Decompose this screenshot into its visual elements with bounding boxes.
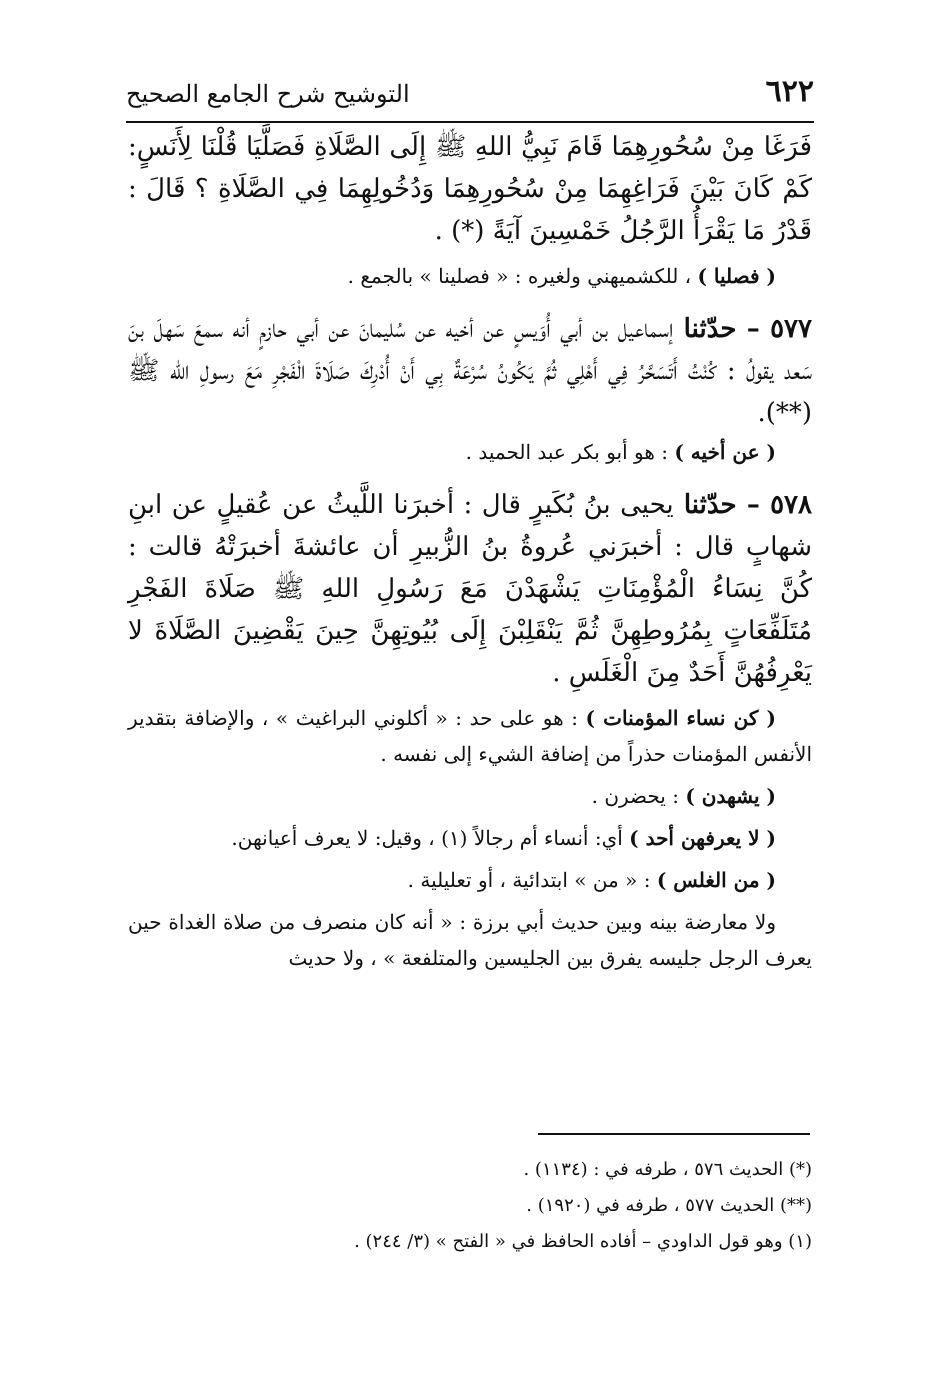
- commentary-text: : هو على حد : « أكلوني البراغيث » ، والإضافة بتقدير الأنفس المؤمنات حذراً من إضافة الشيء إلى نفسه .: [128, 706, 812, 766]
- commentary-text: : هو أبو بكر عبد الحميد .: [465, 440, 675, 464]
- commentary-la-yarifuhunna: [128, 820, 812, 856]
- header-rule: [126, 121, 814, 123]
- hadith-text: إسماعيل بن أبي أُوَيسٍ عن أخيه عن سُليمانَ عن أبي حازمٍ أنه سمعَ سَهلَ بنَ سَعد يقولُ : كُنْتُ أَتَسَحَّرُ فِي أَهْلِي ثُمَّ يَكُونُ سُرْعَةٌ بِي أَنْ أُدْرِكَ صَلَاةَ الْفَجْرِ مَعَ رسولِ الله ﷺ (**).: [128, 314, 812, 428]
- hadith-578: [128, 484, 812, 694]
- commentary-text: أي: أنساء أم رجالاً (١) ، وقيل: لا يعرف أعيانهن.: [231, 826, 630, 850]
- main-text: [128, 126, 812, 976]
- commentary-text: ، للكشميهني ولغيره : « فصلينا » بالجمع .: [347, 264, 698, 288]
- hadith-577: [128, 308, 812, 434]
- hadith-number: ٥٧٧ –: [746, 314, 812, 344]
- hadith-576-end: [128, 126, 812, 252]
- commentary-yashhadna: [128, 778, 812, 814]
- commentary-term: ( لا يعرفهن أحد ): [629, 826, 776, 850]
- hadith-text: يحيى بنُ بُكَيرٍ قال : أخبرَنا اللَّيثُ عن عُقيلٍ عن ابنِ شهابٍ قال : أخبرَني عُروةُ بنُ الزُّبيرِ أن عائشةَ أخبرَتْهُ قالت : كُنَّ نِسَاءُ الْمُؤْمِنَاتِ يَشْهَدْنَ مَعَ رَسُولِ اللهِ ﷺ صَلَاةَ الفَجْرِ مُتَلَفِّعَاتٍ بِمُرُوطِهِنَّ ثُمَّ يَنْقَلِبْنَ إِلَى بُيُوتِهِنَّ حِينَ يَقْضِينَ الصَّلَاةَ لا يَعْرِفُهُنَّ أَحَدٌ مِنَ الْغَلَسِ .: [128, 490, 812, 688]
- commentary-term: ( كن نساء المؤمنات ): [585, 706, 776, 730]
- commentary-an-akhihi: [128, 434, 812, 470]
- commentary-term: ( من الغلس ): [656, 868, 776, 892]
- footnotes: [128, 1152, 812, 1260]
- footnote-3: (١) وهو قول الداودي – أفاده الحافظ في « الفتح » (٣/ ٢٤٤) .: [354, 1231, 812, 1252]
- footnote-2: (**) الحديث ٥٧٧ ، طرفه في (١٩٢٠) .: [526, 1195, 812, 1216]
- commentary-abu-barza: [128, 904, 812, 976]
- commentary-term: ( فصليا ): [697, 264, 776, 288]
- commentary-text: : « من » ابتدائية ، أو تعليلية .: [407, 868, 657, 892]
- footnote-rule: [538, 1133, 810, 1135]
- hadith-number: ٥٧٨ –: [746, 490, 812, 520]
- commentary-min-al-ghalas: [128, 862, 812, 898]
- hadith-haddathana: حدّثنا: [673, 314, 747, 344]
- hadith-text: فَرَغَا مِنْ سُحُورِهِمَا قَامَ نَبِيُّ اللهِ ﷺ إِلَى الصَّلَاةِ فَصَلَّيَا قُلْنَا لِأَنَسٍ: كَمْ كَانَ بَيْنَ فَرَاغِهِمَا مِنْ سُحُورِهِمَا وَدُخُولِهِمَا فِي الصَّلَاةِ ؟ قَالَ : قَدْرُ مَا يَقْرَأُ الرَّجُلُ خَمْسِينَ آيَةً (*) .: [128, 132, 812, 246]
- page-header: [126, 70, 814, 118]
- commentary-term: ( يشهدن ): [685, 784, 776, 808]
- commentary-text: : يحضرن .: [591, 784, 686, 808]
- hadith-haddathana: حدّثنا: [673, 490, 747, 520]
- commentary-fasalliya: [128, 258, 812, 294]
- running-title: التوشيح شرح الجامع الصحيح: [126, 80, 410, 108]
- footnote-1: (*) الحديث ٥٧٦ ، طرفه في : (١١٣٤) .: [523, 1159, 812, 1180]
- commentary-kunna-nisa: [128, 700, 812, 772]
- commentary-term: ( عن أخيه ): [674, 440, 776, 464]
- page-number: ٦٢٢: [765, 74, 814, 109]
- commentary-text: ولا معارضة بينه وبين حديث أبي برزة : « أنه كان منصرف من صلاة الغداة حين يعرف الرجل جليسه يفرق بين الجليسين والمتلفعة » ، ولا حديث: [128, 910, 812, 970]
